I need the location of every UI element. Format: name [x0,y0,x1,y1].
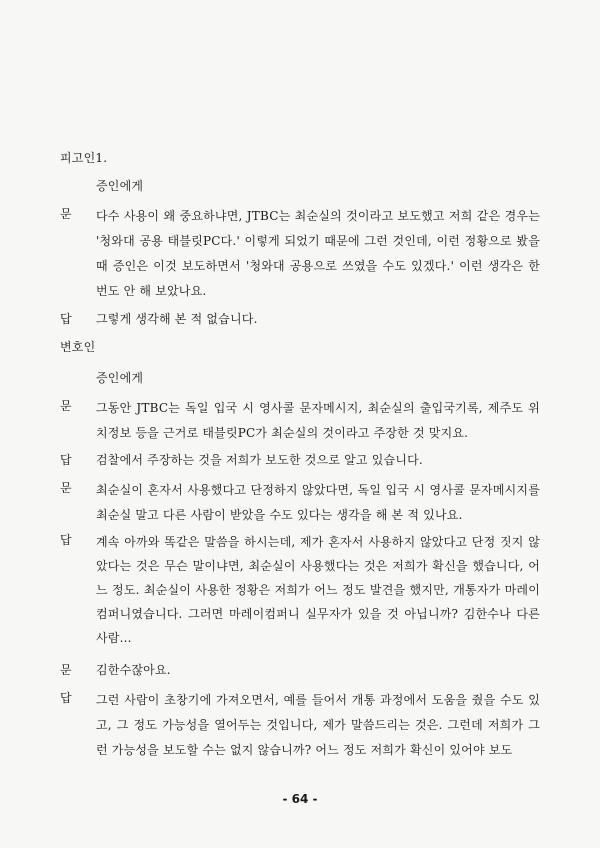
answer-mark: 답 [60,691,72,705]
answer-mark: 답 [60,453,72,467]
question-mark: 문 [60,207,72,221]
answer-mark: 답 [60,533,72,547]
question-text: 그동안 JTBC는 독일 입국 시 영사콜 문자메시지, 최순실의 출입국기록, 제주도 위치정보 등을 근거로 태블릿PC가 최순실의 것이라고 주장한 것 맞지요. [96,401,540,440]
speaker-label: 변호인 [60,340,96,354]
question-text: 김한수잖아요. [96,663,171,677]
question-mark: 문 [60,481,72,495]
answer-text: 그런 사람이 초창기에 가져오면서, 예를 들어서 개통 과정에서 도움을 줬을 수도 있고, 그 정도 가능성을 열어두는 것입니다, 제가 말씀드리는 것은. 그런데 저희가 그런 가능성을 보도할 수는 없지 않습니까? 어느 정도 저희가 확신이 있어야 보도 [96,693,540,757]
answer-text: 검찰에서 주장하는 것을 저희가 보도한 것으로 알고 있습니다. [96,453,423,467]
question-text: 최순실이 혼자서 사용했다고 단정하지 않았다면, 독일 입국 시 영사콜 문자메시지를 최순실 말고 다른 사람이 받았을 수도 있다는 생각을 해 본 적 있나요. [96,483,540,522]
page-number: - 64 - [282,792,318,806]
question-mark: 문 [60,399,72,413]
speaker-label: 피고인1. [60,151,108,165]
answer-text: 그렇게 생각해 본 적 없습니다. [96,312,258,326]
addressee-label: 증인에게 [96,179,144,193]
answer-mark: 답 [60,312,72,326]
question-mark: 문 [60,663,72,677]
addressee-label: 증인에게 [96,371,144,385]
answer-text: 계속 아까와 똑같은 말씀을 하시는데, 제가 혼자서 사용하지 않았다고 단정 짓지 않았다는 것은 무슨 말이냐면, 최순실이 사용했다는 것은 저희가 확신을 했습니다, 어느 정도. 최순실이 사용한 정황은 저희가 어느 정도 발견을 했지만, 개통자가 마레이컴퍼니였습니다. 그러면 마레이컴퍼니 실무자가 있을 것 아닙니까? 김한수나 다른 사람... [96,535,540,645]
question-text: 다수 사용이 왜 중요하냐면, JTBC는 최순실의 것이라고 보도했고 저희 같은 경우는 '청와대 공용 태블릿PC다.' 이렇게 되었기 때문에 그런 것인데, 이런 정황으로 봤을 때 증인은 이것 보도하면서 '청와대 공용으로 쓰였을 수도 있겠다.' 이런 생각은 한 번도 안 해 보았나요. [96,209,540,298]
